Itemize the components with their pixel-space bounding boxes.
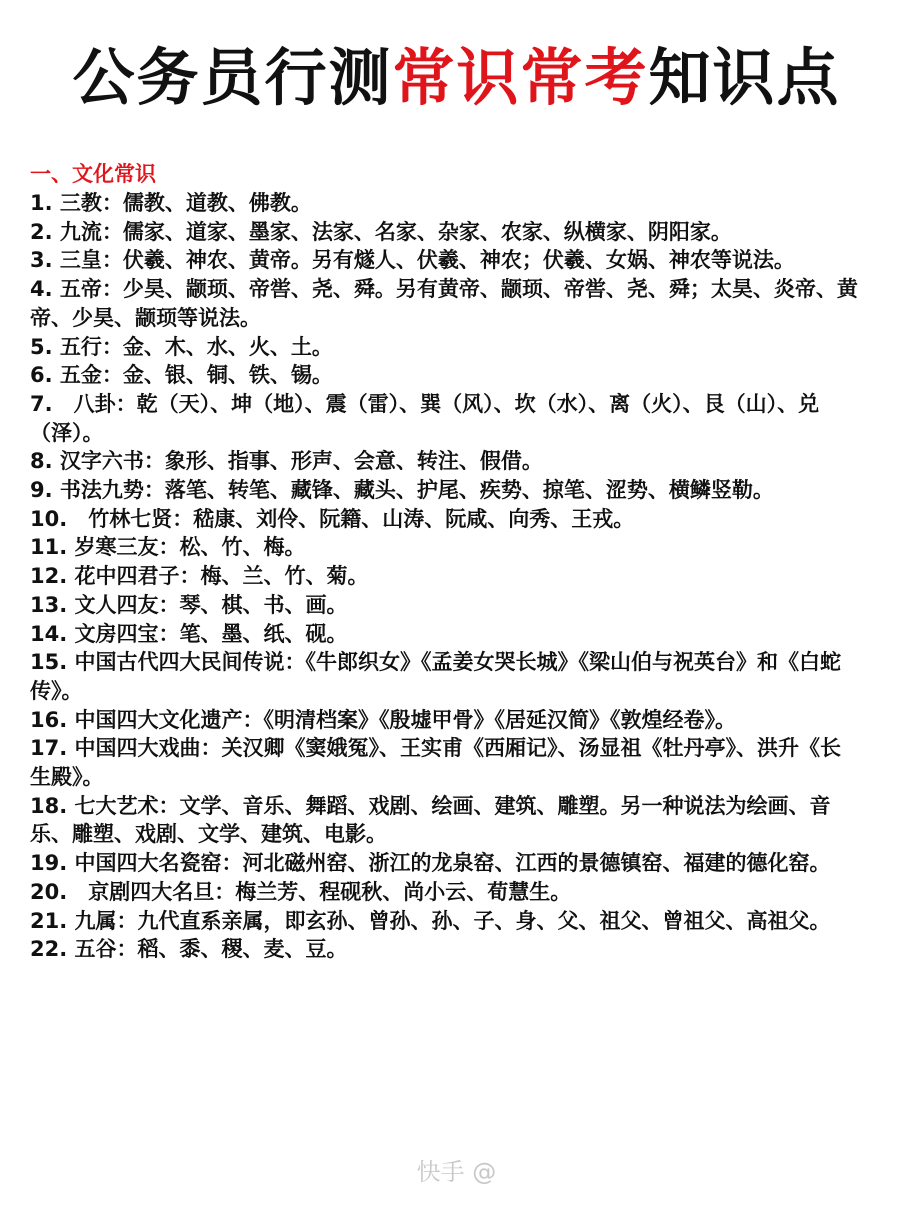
list-item: 1. 三教：儒教、道教、佛教。 [30,191,312,215]
list-item: 3. 三皇：伏羲、神农、黄帝。另有燧人、伏羲、神农；伏羲、女娲、神农等说法。 [30,248,795,273]
list-item: 5. 五行：金、木、水、火、土。 [30,334,333,359]
list-item: 22. 五谷：稻、黍、稷、麦、豆。 [30,937,348,962]
list-item: 17. 中国四大戏曲：关汉卿《窦娥冤》、王实甫《西厢记》、汤显祖《牡丹亭》、洪升《长生殿》。 [30,736,842,790]
title-part-3: 知识点 [648,41,841,114]
list-item: 15. 中国古代四大民间传说：《牛郎织女》《孟姜女哭长城》《梁山伯与祝英台》和《白蛇传》。 [30,650,842,703]
page-title [0,38,913,118]
list-item: 4. 五帝：少昊、颛顼、帝喾、尧、舜。另有黄帝、颛顼、帝喾、尧、舜；太昊、炎帝、黄帝、少昊、颛顼等说法。 [30,277,858,330]
list-item: 2. 九流：儒家、道家、墨家、法家、名家、杂家、农家、纵横家、阴阳家。 [30,219,732,244]
list-item: 19. 中国四大名瓷窑：河北磁州窑、浙江的龙泉窑、江西的景德镇窑、福建的德化窑。 [30,851,831,876]
list-item: 12. 花中四君子：梅、兰、竹、菊。 [30,564,369,589]
list-item: 16. 中国四大文化遗产：《明清档案》《殷墟甲骨》《居延汉简》《敦煌经卷》。 [30,707,737,732]
list-item: 9. 书法九势：落笔、转笔、藏锋、藏头、护尾、疾势、掠笔、涩势、横鳞竖勒。 [30,478,774,503]
list-item: 13. 文人四友：琴、棋、书、画。 [30,592,348,617]
list-item: 14. 文房四宝：笔、墨、纸、砚。 [30,621,348,646]
title-part-2-highlight: 常识常考 [392,41,649,114]
list-item: 20. 京剧四大名旦：梅兰芳、程砚秋、尚小云、荀慧生。 [30,879,572,904]
list-item: 18. 七大艺术：文学、音乐、舞蹈、戏剧、绘画、建筑、雕塑。另一种说法为绘画、音乐、雕塑、戏剧、文学、建筑、电影。 [30,793,831,847]
list-item: 10. 竹林七贤：嵇康、刘伶、阮籍、山涛、阮咸、向秀、王戎。 [30,506,635,531]
list-item: 6. 五金：金、银、铜、铁、锡。 [30,363,333,388]
list-item: 8. 汉字六书：象形、指事、形声、会意、转注、假借。 [30,449,543,474]
list-item: 7. 八卦：乾（天）、坤（地）、震（雷）、巽（风）、坎（水）、离（火）、艮（山）、兑（泽）。 [30,391,820,445]
list-item: 21. 九属：九代直系亲属，即玄孙、曾孙、孙、子、身、父、祖父、曾祖父、高祖父。 [30,908,831,933]
knowledge-list [30,189,860,964]
list-item: 11. 岁寒三友：松、竹、梅。 [30,535,306,560]
title-part-1: 公务员行测 [72,41,393,114]
watermark: 快手 @ [416,1158,497,1186]
section-heading: 一、文化常识 [30,162,156,186]
